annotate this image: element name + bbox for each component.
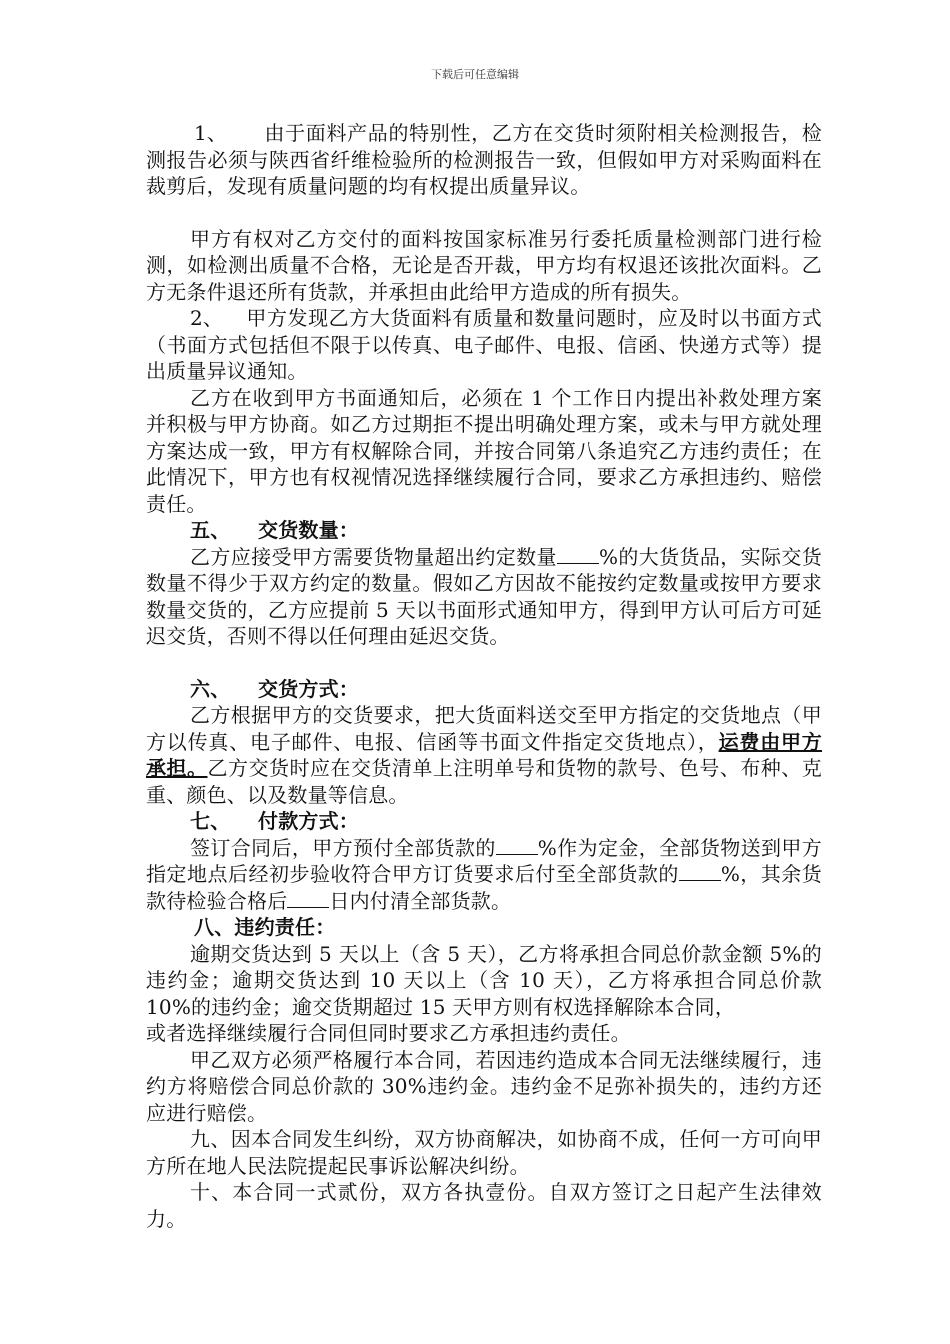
section-7-text bbox=[146, 835, 822, 915]
clause-2 bbox=[146, 305, 822, 385]
section-6-heading bbox=[146, 676, 822, 703]
section-7-text-b: %作为定金，全部货物送到甲方指定地点后经初步验收符合甲方订货要求后付至全部货款的 bbox=[146, 835, 822, 886]
section-6-text-a: 乙方根据甲方的交货要求，把大货面料送交至甲方指定的交货地点（甲方以传真、电子邮件、电报、信函等书面文件指定交货地点）， bbox=[146, 703, 822, 754]
freight-emphasis: 运费由甲方承担。 bbox=[146, 729, 823, 780]
section-8-paragraph-1: 逾期交货达到 5 天以上（含 5 天），乙方将承担合同总价款金额 5%的违约金；逾期交货达到 10 天以上（含 10 天），乙方将承担合同总价款 10%的违约金；逾交货期超过 15 天甲方则有权选择解除本合同， bbox=[146, 941, 822, 1019]
clause-1-number: 1、 bbox=[194, 121, 228, 145]
section-7-text-d: 日内付清全部货款。 bbox=[329, 888, 512, 913]
section-5-title: 交货数量： bbox=[258, 518, 359, 542]
section-8-heading: 八、违约责任： bbox=[194, 915, 336, 939]
section-5-text-b: %的大货货品，实际交货数量不得少于双方约定的数量。假如乙方因故不能按约定数量或按甲方要求数量交货的，乙方应提前 5 天以书面形式通知甲方，得到甲方认可后方可延迟交货，否则不得以任何理由延迟交货。 bbox=[146, 544, 822, 648]
section-7-text-a: 签订合同后，甲方预付全部货款的 bbox=[190, 835, 496, 860]
section-8-paragraph-1b: 或者选择继续履行合同但同时要求乙方承担违约责任。 bbox=[146, 1021, 631, 1045]
page-header: 下载后可任意编辑 bbox=[431, 68, 519, 81]
section-6-text bbox=[146, 702, 822, 808]
clause-1 bbox=[146, 120, 822, 200]
section-5-heading bbox=[146, 517, 822, 544]
section-7-heading bbox=[146, 808, 822, 835]
section-5-number: 五、 bbox=[190, 518, 231, 542]
section-6-title: 交货方式： bbox=[258, 676, 359, 701]
section-7-title: 付款方式： bbox=[258, 809, 359, 833]
clause-2-number: 2、 bbox=[190, 306, 224, 330]
section-7-text-c: %，其余货款待检验合格后 bbox=[146, 862, 822, 913]
payment-percent-blank bbox=[679, 862, 721, 881]
clause-2-supplement: 乙方在收到甲方书面通知后，必须在 1 个工作日内提出补救处理方案并积极与甲方协商。如乙方过期拒不提出明确处理方案，或未与甲方就处理方案达成一致，甲方有权解除合同，并按合同第八条追究乙方违约责任；在此情况下，甲方也有权视情况选择继续履行合同，要求乙方承担违约、赔偿责任。 bbox=[146, 385, 822, 516]
section-9: 九、因本合同发生纠纷，双方协商解决，如协商不成，任何一方可向甲方所在地人民法院提起民事诉讼解决纠纷。 bbox=[146, 1127, 822, 1178]
clause-1-supplement: 甲方有权对乙方交付的面料按国家标准另行委托质量检测部门进行检测，如检测出质量不合格，无论是否开裁，甲方均有权退还该批次面料。乙方无条件退还所有货款，并承担由此给甲方造成的所有损失。 bbox=[146, 226, 822, 304]
section-7-number: 七、 bbox=[190, 809, 231, 833]
quantity-percent-blank bbox=[557, 545, 599, 564]
section-6-number: 六、 bbox=[190, 676, 231, 701]
section-5-text bbox=[146, 544, 822, 650]
section-6-text-b: 乙方交货时应在交货清单上注明单号和货物的款号、色号、布种、克重、颜色、以及数量等信息。 bbox=[146, 756, 822, 807]
contract-body bbox=[146, 120, 822, 1232]
clause-1-text: 由于面料产品的特别性，乙方在交货时须附相关检测报告，检测报告必须与陕西省纤维检验所的检测报告一致，但假如甲方对采购面料在裁剪后，发现有质量问题的均有权提出质量异议。 bbox=[146, 121, 822, 198]
section-10: 十、本合同一式贰份，双方各执壹份。自双方签订之日起产生法律效力。 bbox=[146, 1180, 822, 1231]
section-8-paragraph-2: 甲乙双方必须严格履行本合同，若因违约造成本合同无法继续履行，违约方将赔偿合同总价款的 30%违约金。违约金不足弥补损失的，违约方还应进行赔偿。 bbox=[146, 1047, 822, 1125]
deposit-percent-blank bbox=[496, 836, 538, 855]
days-blank bbox=[287, 889, 329, 908]
clause-2-text: 甲方发现乙方大货面料有质量和数量问题时，应及时以书面方式 （书面方式包括但不限于以传真、电子邮件、电报、信函、快递方式等）提出质量异议通知。 bbox=[146, 306, 822, 383]
section-5-text-a: 乙方应接受甲方需要货物量超出约定数量 bbox=[190, 544, 557, 569]
